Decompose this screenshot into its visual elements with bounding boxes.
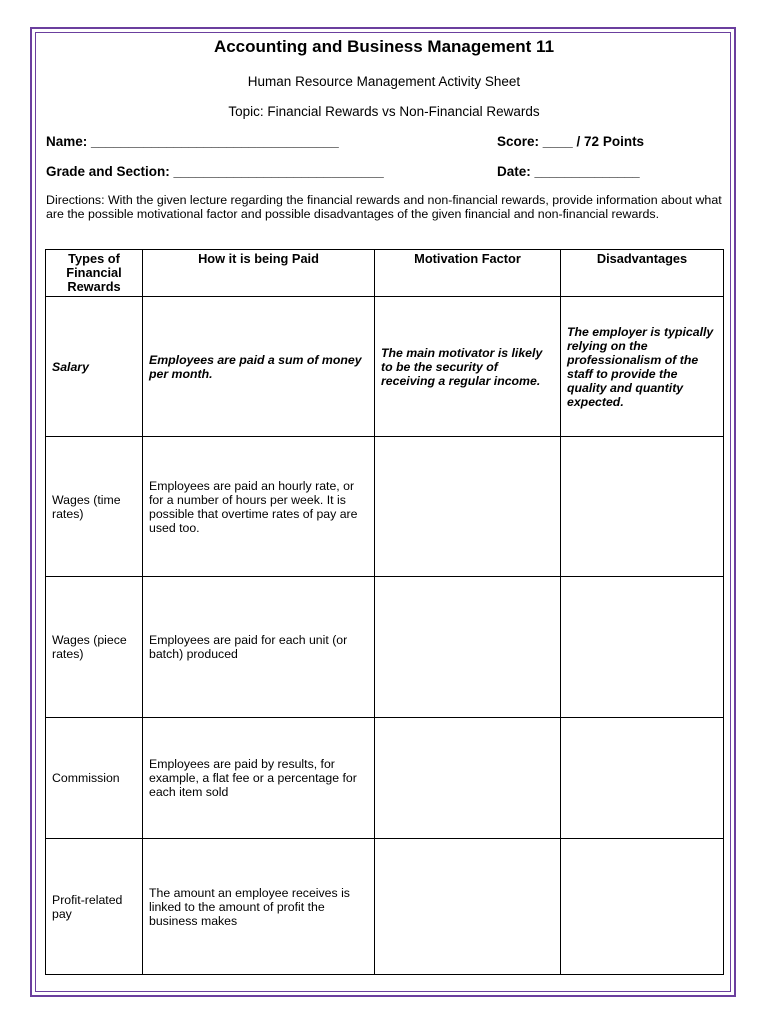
table-header-row — [46, 250, 724, 297]
grade-section-field: Grade and Section: ____________________________ — [46, 164, 384, 179]
motivation-cell[interactable] — [375, 577, 561, 718]
name-field: Name: _________________________________ — [46, 134, 339, 149]
reward-type-cell: Commission — [46, 718, 143, 839]
disadvantages-cell[interactable] — [561, 577, 724, 718]
paid-cell: Employees are paid an hourly rate, or for a number of hours per week. It is possible that overtime rates of pay are used too. — [143, 437, 375, 577]
date-field: Date: ______________ — [497, 164, 640, 179]
table-row — [46, 718, 724, 839]
column-header-type: Types of Financial Rewards — [46, 250, 143, 297]
document-subtitle: Human Resource Management Activity Sheet — [247, 74, 521, 89]
paid-cell: Employees are paid by results, for example, a flat fee or a percentage for each item sold — [143, 718, 375, 839]
document-title: Accounting and Business Management 11 — [213, 37, 555, 56]
paid-cell: The amount an employee receives is linked to the amount of profit the business makes — [143, 839, 375, 975]
motivation-cell: The main motivator is likely to be the security of receiving a regular income. — [375, 297, 561, 437]
paid-cell: Employees are paid a sum of money per month. — [143, 297, 375, 437]
reward-type-cell: Wages (time rates) — [46, 437, 143, 577]
score-field: Score: ____ / 72 Points — [497, 134, 645, 149]
column-header-paid: How it is being Paid — [143, 250, 375, 297]
table-row — [46, 437, 724, 577]
column-header-motivation: Motivation Factor — [375, 250, 561, 297]
disadvantages-cell[interactable] — [561, 839, 724, 975]
directions-text: Directions: With the given lecture regarding the financial rewards and non-financial rewards, provide information about what are the possible motivational factor and possible disadvantages of the given financial and non-financial rewards. — [46, 193, 722, 221]
paid-cell: Employees are paid for each unit (or batch) produced — [143, 577, 375, 718]
document-topic: Topic: Financial Rewards vs Non-Financial Rewards — [228, 104, 540, 119]
reward-type-cell: Salary — [46, 297, 143, 437]
rewards-table — [45, 249, 724, 975]
disadvantages-cell: The employer is typically relying on the professionalism of the staff to provide the quality and quantity expected. — [561, 297, 724, 437]
table-row — [46, 297, 724, 437]
motivation-cell[interactable] — [375, 839, 561, 975]
motivation-cell[interactable] — [375, 718, 561, 839]
column-header-disadvantages: Disadvantages — [561, 250, 724, 297]
reward-type-cell: Wages (piece rates) — [46, 577, 143, 718]
table-row — [46, 577, 724, 718]
reward-type-cell: Profit-related pay — [46, 839, 143, 975]
table-row — [46, 839, 724, 975]
disadvantages-cell[interactable] — [561, 437, 724, 577]
disadvantages-cell[interactable] — [561, 718, 724, 839]
motivation-cell[interactable] — [375, 437, 561, 577]
